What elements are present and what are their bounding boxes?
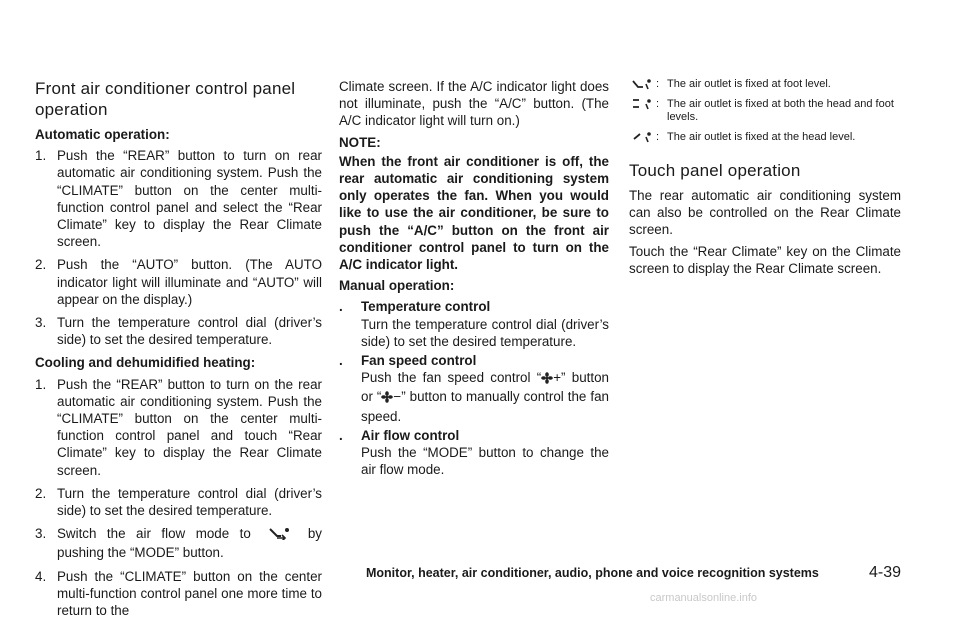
foot-outlet-icon [629,78,655,90]
bullet-item: . Temperature control Turn the temperature control dial (driver’s side) to set the desired temperature. [339,299,609,349]
left-column [35,78,322,625]
cool-step: 2. Turn the temperature control dial (driver’s side) to set the desired temperature. [35,485,322,519]
middle-column [339,78,609,480]
fan-minus: − [393,389,402,405]
bullet-item: . Air flow control Push the “MODE” button to change the air flow mode. [339,427,609,478]
note-text: When the front air conditioner is off, the rear automatic air conditioning system only operates the fan. When you would like to use the air conditioner, be sure to push the “A/C” button on the front air conditioner control panel to turn on the A/C indicator light. [339,153,609,273]
cool-step: 4. Push the “CLIMATE” button on the center multi-function control panel one more time to return to the [35,568,322,619]
footer-section-title: Monitor, heater, air conditioner, audio, phone and voice recognition systems [366,566,819,580]
airflow-mode-legend: : The air outlet is fixed at foot level. [629,78,901,91]
watermark: carmanualsonline.info [650,592,758,604]
auto-step: 3. Turn the temperature control dial (driver’s side) to set the desired temperature. [35,315,322,348]
fan-icon [541,371,553,388]
cooling-heading: Cooling and dehumidified heating: [35,355,256,371]
cool-step: 3. Switch the air flow mode to by pushing the “MODE” button. [35,526,322,561]
auto-step: 1. Push the “REAR” button to turn on rear automatic air conditioning system. Push the “CLIMATE” button on the center multi-function control panel and select the “Rear Climate” key to display the Rear Climate screen. [35,148,322,250]
page-number: 4-39 [869,564,902,581]
touch-paragraph: Touch the “Rear Climate” key on the Climate screen to display the Rear Climate screen. [629,243,901,276]
touch-panel-title: Touch panel operation [629,161,801,180]
touch-paragraph: The rear automatic air conditioning system can also be controlled on the Rear Climate screen. [629,188,901,238]
note-label: NOTE: [339,134,381,150]
airflow-mode-legend: : The air outlet is fixed at the head level. [629,131,901,144]
fan-plus: + [553,370,562,386]
foot-outlet-icon [261,526,297,544]
section-title: Front air conditioner control panel operation [35,79,296,119]
right-column [629,78,901,281]
manual-heading: Manual operation: [339,278,455,294]
continuation-text: Climate screen. If the A/C indicator light does not illuminate, push the “A/C” button. (The A/C indicator light will turn on.) [339,79,609,129]
automatic-heading: Automatic operation: [35,127,170,142]
cool-step: 1. Push the “REAR” button to turn on the rear automatic air conditioning system. Push the “CLIMATE” button on the center multi-function control panel and touch “Rear Climate” key to display the Rear Climate screen. [35,376,322,478]
auto-step: 2. Push the “AUTO” button. (The AUTO indicator light will illuminate and “AUTO” will appear on the display.) [35,257,322,307]
bullet-item: . Fan speed control Push the fan speed control “ +” button or “ −” button to manually control the fan speed. [339,353,609,424]
fan-icon [381,390,393,407]
head-outlet-icon [629,131,655,143]
head-foot-outlet-icon [629,98,655,110]
airflow-mode-legend: : The air outlet is fixed at both the head and foot levels. [629,98,901,124]
